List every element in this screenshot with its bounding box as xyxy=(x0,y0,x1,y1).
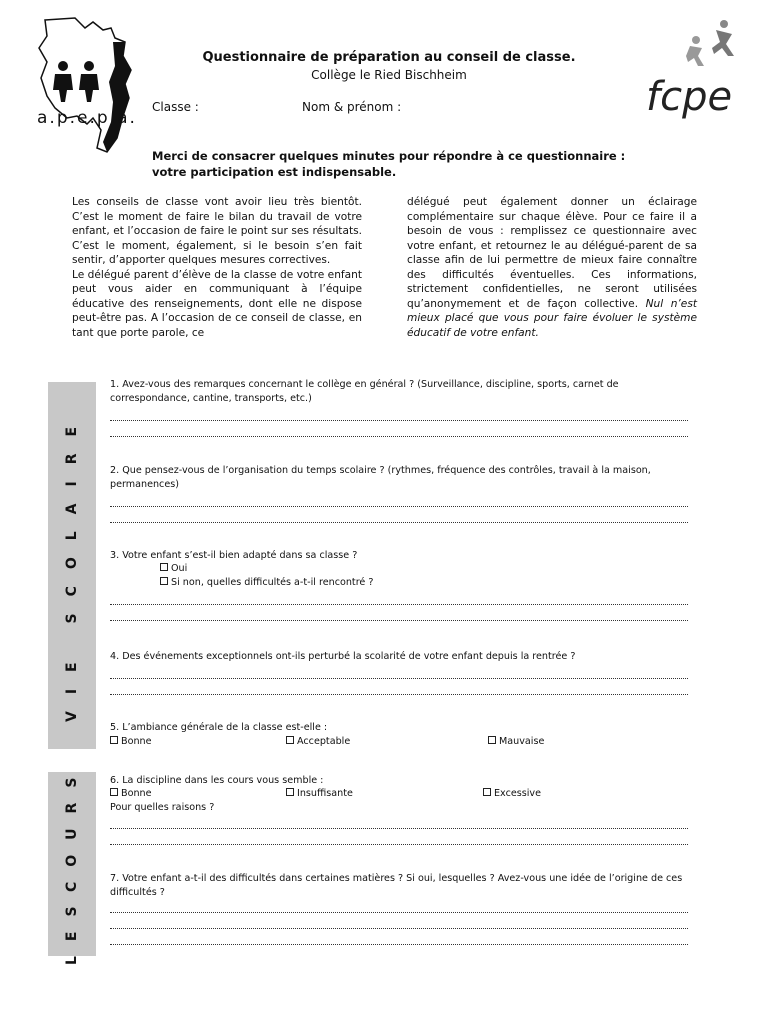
section-label-vie-scolaire: VIE SCOLAIRE xyxy=(64,409,80,722)
left-paragraph-1: Les conseils de classe vont avoir lieu très bientôt. C’est le moment de faire le bilan du travail de votre enfant, et l’occasion de faire le point sur ses résultats. C’est le moment, également, si le besoin s’en fait sentir, d’apporter quelques mesures correctives. xyxy=(72,196,362,266)
q6-option-bonne[interactable]: Bonne xyxy=(110,788,152,799)
fcpe-logo-text: fcpe xyxy=(646,74,733,120)
answer-line[interactable] xyxy=(110,682,688,695)
checkbox-icon[interactable] xyxy=(110,736,118,744)
apepa-logo xyxy=(27,12,147,172)
apepa-logo-text: a.p.e.p.a. xyxy=(37,108,137,128)
answer-line[interactable] xyxy=(110,592,688,605)
answer-line[interactable] xyxy=(110,666,688,679)
section-label-les-cours xyxy=(48,762,96,966)
checkbox-icon[interactable] xyxy=(286,788,294,796)
fcpe-figures-icon xyxy=(640,14,740,134)
q5-option-mauvaise[interactable]: Mauvaise xyxy=(488,736,544,747)
q6-option-insuffisante[interactable]: Insuffisante xyxy=(286,788,353,799)
q5-option-bonne[interactable]: Bonne xyxy=(110,736,152,747)
answer-line[interactable] xyxy=(110,816,688,829)
question-7: 7. Votre enfant a-t-il des difficultés dans certaines matières ? Si oui, lesquelles ? Avez-vous une idée de l’origine de ces difficultés ? xyxy=(110,873,683,898)
answer-line[interactable] xyxy=(110,494,688,507)
left-column xyxy=(72,195,362,340)
checkbox-icon[interactable] xyxy=(160,577,168,585)
answer-line[interactable] xyxy=(110,932,688,945)
question-2: 2. Que pensez-vous de l’organisation du temps scolaire ? (rythmes, fréquence des contrôles, travail à la maison, permanences) xyxy=(110,465,651,490)
answer-line[interactable] xyxy=(110,900,688,913)
checkbox-icon[interactable] xyxy=(286,736,294,744)
q5-option-acceptable[interactable]: Acceptable xyxy=(286,736,350,747)
section-vie-scolaire xyxy=(48,382,96,749)
answer-line[interactable] xyxy=(110,408,688,421)
answer-line[interactable] xyxy=(110,832,688,845)
q6-reasons-label: Pour quelles raisons ? xyxy=(110,802,215,813)
answer-line[interactable] xyxy=(110,510,688,523)
les-cours-line-2: COURS xyxy=(64,762,80,892)
section-les-cours xyxy=(48,762,96,966)
map-silhouette-icon xyxy=(27,12,147,157)
left-paragraph-2: Le délégué parent d’élève de la classe de votre enfant peut vous aider en communiquant à l’équipe éducative des renseignements, dont elle ne dispose peut-être pas. A l’occasion de ce conseil de classe, en tant que porte parole, ce xyxy=(72,268,362,339)
nom-label: Nom & prénom : xyxy=(302,100,402,114)
question-1: 1. Avez-vous des remarques concernant le collège en général ? (Surveillance, discipline, sports, carnet de correspondance, cantine, transports, etc.) xyxy=(110,379,619,404)
question-5: 5. L’ambiance générale de la classe est-elle : xyxy=(110,722,328,733)
les-cours-line-1: LES xyxy=(64,891,80,966)
question-6: 6. La discipline dans les cours vous semble : xyxy=(110,775,324,786)
fcpe-logo xyxy=(640,14,740,134)
question-3: 3. Votre enfant s’est-il bien adapté dans sa classe ? xyxy=(110,550,358,561)
school-name: Collège le Ried Bischheim xyxy=(311,68,467,82)
page-title: Questionnaire de préparation au conseil de classe. xyxy=(202,50,576,65)
answer-line[interactable] xyxy=(110,424,688,437)
q3-option-oui[interactable]: Oui xyxy=(160,563,187,574)
answer-line[interactable] xyxy=(110,916,688,929)
right-paragraph-1: délégué peut également donner un éclairage complémentaire sur chaque élève. Pour ce faire il a besoin de vous : remplissez ce questionnaire avec votre enfant, et retournez le au délégué-parent de sa classe afin de lui permettre de mieux faire connaître des difficultés éventuelles. Ces informations, strictement confidentielles, ne seront utilisées qu’anonymement et de façon collective. xyxy=(407,196,697,310)
answer-line[interactable] xyxy=(110,608,688,621)
checkbox-icon[interactable] xyxy=(488,736,496,744)
checkbox-icon[interactable] xyxy=(160,563,168,571)
checkbox-icon[interactable] xyxy=(483,788,491,796)
right-italic-note: Nul n’est mieux placé que vous pour faire évoluer le système éducatif de votre enfant. xyxy=(407,297,697,339)
q3-option-non[interactable]: Si non, quelles difficultés a-t-il rencontré ? xyxy=(160,577,373,588)
intro-text: Merci de consacrer quelques minutes pour répondre à ce questionnaire : votre participation est indispensable. xyxy=(152,149,626,179)
classe-label: Classe : xyxy=(152,100,199,114)
right-column xyxy=(407,195,697,340)
question-4: 4. Des événements exceptionnels ont-ils perturbé la scolarité de votre enfant depuis la rentrée ? xyxy=(110,651,576,662)
q6-option-excessive[interactable]: Excessive xyxy=(483,788,541,799)
checkbox-icon[interactable] xyxy=(110,788,118,796)
